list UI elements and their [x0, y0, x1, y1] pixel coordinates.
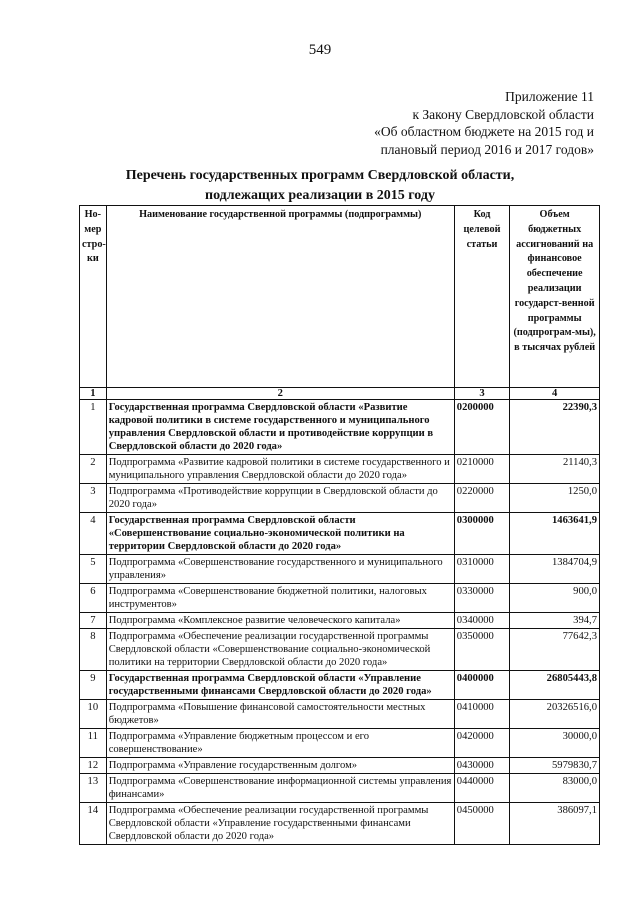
table-body: [80, 400, 600, 845]
row-number-cell: 3: [80, 484, 107, 513]
table-header-row: [80, 206, 600, 388]
header-target-code: Код целевой статьи: [454, 206, 510, 388]
program-name-cell: Подпрограмма «Управление бюджетным процессом и его совершенствование»: [106, 729, 454, 758]
target-code-cell: 0440000: [454, 774, 510, 803]
row-number-cell: 11: [80, 729, 107, 758]
table-row: [80, 700, 600, 729]
table-row: [80, 455, 600, 484]
budget-volume-cell: 22390,3: [510, 400, 600, 455]
program-name-cell: Подпрограмма «Совершенствование государственного и муниципального управления»: [106, 555, 454, 584]
budget-volume-cell: 1384704,9: [510, 555, 600, 584]
target-code-cell: 0210000: [454, 455, 510, 484]
appendix-caption: [374, 88, 594, 158]
table-row: [80, 671, 600, 700]
index-cell: 3: [454, 388, 510, 400]
row-number-cell: 14: [80, 803, 107, 845]
document-title: [0, 166, 640, 206]
table-row: [80, 584, 600, 613]
table-row: [80, 484, 600, 513]
target-code-cell: 0300000: [454, 513, 510, 555]
row-number-cell: 10: [80, 700, 107, 729]
program-name-cell: Подпрограмма «Противодействие коррупции в Свердловской области до 2020 года»: [106, 484, 454, 513]
row-number-cell: 2: [80, 455, 107, 484]
target-code-cell: 0220000: [454, 484, 510, 513]
budget-volume-cell: 26805443,8: [510, 671, 600, 700]
table-row: [80, 729, 600, 758]
table-row: [80, 513, 600, 555]
index-cell: 1: [80, 388, 107, 400]
budget-volume-cell: 1250,0: [510, 484, 600, 513]
header-row-number: Но-мер стро-ки: [80, 206, 107, 388]
program-name-cell: Подпрограмма «Управление государственным долгом»: [106, 758, 454, 774]
row-number-cell: 1: [80, 400, 107, 455]
budget-volume-cell: 386097,1: [510, 803, 600, 845]
program-name-cell: Государственная программа Свердловской области «Развитие кадровой политики в системе государственного и муниципального управления Свердловской области и противодействие коррупции в Свердловской области до 2020 года»: [106, 400, 454, 455]
index-cell: 4: [510, 388, 600, 400]
row-number-cell: 13: [80, 774, 107, 803]
program-name-cell: Подпрограмма «Развитие кадровой политики в системе государственного и муниципального управления Свердловской области до 2020 года»: [106, 455, 454, 484]
row-number-cell: 9: [80, 671, 107, 700]
program-name-cell: Подпрограмма «Совершенствование бюджетной политики, налоговых инструментов»: [106, 584, 454, 613]
table-row: [80, 803, 600, 845]
target-code-cell: 0420000: [454, 729, 510, 758]
budget-volume-cell: 394,7: [510, 613, 600, 629]
program-name-cell: Государственная программа Свердловской области «Управление государственными финансами Свердловской области до 2020 года»: [106, 671, 454, 700]
row-number-cell: 4: [80, 513, 107, 555]
table-row: [80, 774, 600, 803]
row-number-cell: 5: [80, 555, 107, 584]
target-code-cell: 0350000: [454, 629, 510, 671]
program-name-cell: Подпрограмма «Обеспечение реализации государственной программы Свердловской области «Управление государственными финансами Свердловской области до 2020 года»: [106, 803, 454, 845]
table-row: [80, 758, 600, 774]
budget-volume-cell: 83000,0: [510, 774, 600, 803]
title-line: Перечень государственных программ Свердловской области,: [125, 168, 515, 183]
table-row: [80, 555, 600, 584]
budget-volume-cell: 1463641,9: [510, 513, 600, 555]
target-code-cell: 0410000: [454, 700, 510, 729]
budget-volume-cell: 5979830,7: [510, 758, 600, 774]
budget-volume-cell: 30000,0: [510, 729, 600, 758]
appendix-line: плановый период 2016 и 2017 годов»: [380, 141, 594, 157]
program-name-cell: Подпрограмма «Обеспечение реализации государственной программы Свердловской области «Совершенствование социально-экономической политики на территории Свердловской области до 2020 года»: [106, 629, 454, 671]
row-number-cell: 12: [80, 758, 107, 774]
budget-volume-cell: 21140,3: [510, 455, 600, 484]
row-number-cell: 6: [80, 584, 107, 613]
appendix-line: к Закону Свердловской области: [412, 106, 594, 122]
table-row: [80, 629, 600, 671]
program-name-cell: Государственная программа Свердловской области «Совершенствование социально-экономической политики на территории Свердловской области до 2020 года»: [106, 513, 454, 555]
target-code-cell: 0310000: [454, 555, 510, 584]
target-code-cell: 0430000: [454, 758, 510, 774]
appendix-line: «Об областном бюджете на 2015 год и: [374, 124, 594, 139]
target-code-cell: 0400000: [454, 671, 510, 700]
appendix-line: Приложение 11: [505, 89, 594, 104]
table-row: [80, 400, 600, 455]
budget-volume-cell: 20326516,0: [510, 700, 600, 729]
budget-volume-cell: 77642,3: [510, 629, 600, 671]
programs-table: [79, 205, 600, 845]
target-code-cell: 0200000: [454, 400, 510, 455]
header-program-name: Наименование государственной программы (подпрограммы): [106, 206, 454, 388]
row-number-cell: 7: [80, 613, 107, 629]
title-line: подлежащих реализации в 2015 году: [205, 188, 435, 203]
page-number: 549: [308, 42, 332, 58]
index-cell: 2: [106, 388, 454, 400]
target-code-cell: 0330000: [454, 584, 510, 613]
row-number-cell: 8: [80, 629, 107, 671]
table-row: [80, 613, 600, 629]
program-name-cell: Подпрограмма «Совершенствование информационной системы управления финансами»: [106, 774, 454, 803]
table-index-row: [80, 388, 600, 400]
program-name-cell: Подпрограмма «Комплексное развитие человеческого капитала»: [106, 613, 454, 629]
program-name-cell: Подпрограмма «Повышение финансовой самостоятельности местных бюджетов»: [106, 700, 454, 729]
target-code-cell: 0340000: [454, 613, 510, 629]
target-code-cell: 0450000: [454, 803, 510, 845]
header-budget-volume: Объем бюджетных ассигнований на финансовое обеспечение реализации государст-венной программы (подпрограм-мы), в тысячах рублей: [510, 206, 600, 388]
budget-volume-cell: 900,0: [510, 584, 600, 613]
